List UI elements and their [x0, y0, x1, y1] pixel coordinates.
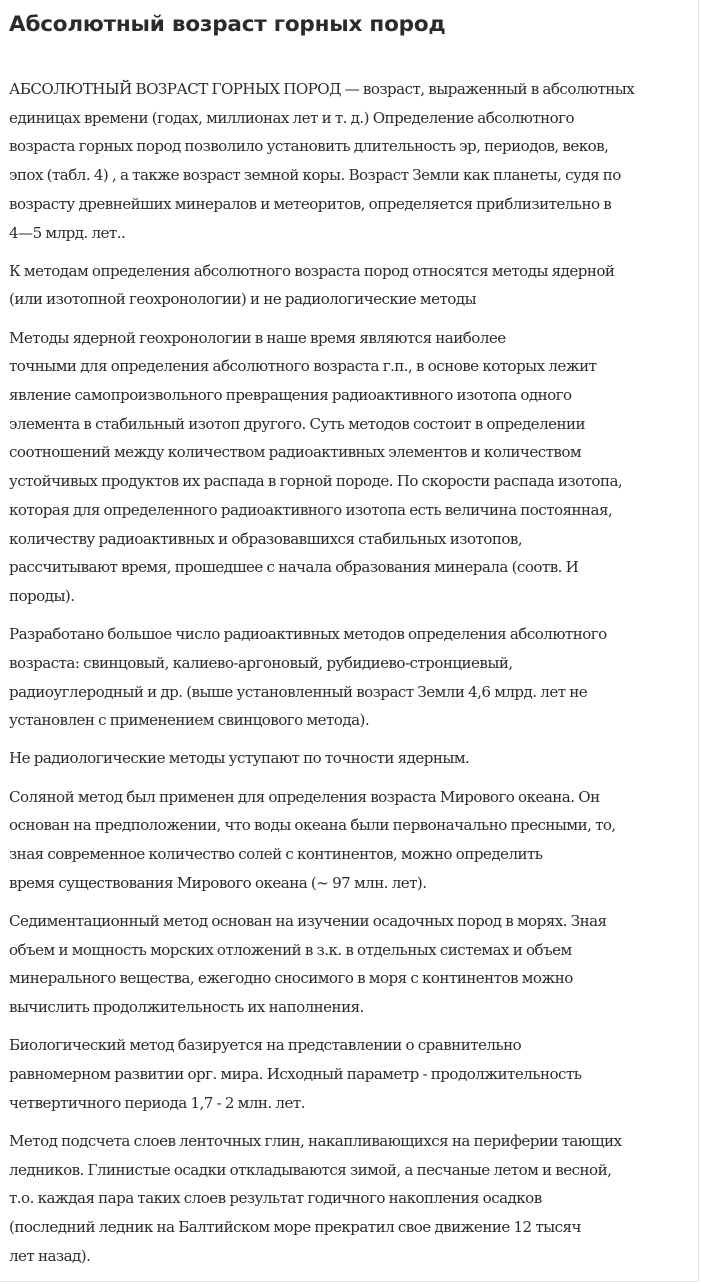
article-content — [9, 8, 693, 1280]
paragraph-biological-method: Биологический метод базируется на представлении о сравнительно равномерном развитии орг. мира. Исходный параметр - продолжительность четвертичного периода 1,7 - 2 млн. лет. — [9, 1036, 582, 1112]
paragraph-definition: АБСОЛЮТНЫЙ ВОЗРАСТ ГОРНЫХ ПОРОД — возраст, выраженный в абсолютных единицах времени (годах, миллионах лет и т. д.) Определение абсолютного возраста горных пород позволило установить длительность эр, периодов, веков, эпох (табл. 4) , а также возраст земной коры. Возраст Земли как планеты, судя по возрасту древнейших минералов и метеоритов, определяется приблизительно в 4—5 млрд. лет.. — [9, 80, 635, 242]
paragraph-sedimentation-method: Седиментационный метод основан на изучении осадочных пород в морях. Зная объем и мощность морских отложений в з.к. в отдельных системах и объем минерального вещества, ежегодно сносимого в моря с континентов можно вычислить продолжительность их наполнения. — [9, 911, 607, 1017]
paragraph-methods-overview: К методам определения абсолютного возраста пород относятся методы ядерной (или изотопной геохронологии) и не радиологические методы — [9, 261, 615, 309]
paragraph-non-radiological: Не радиологические методы уступают по точности ядерным. — [9, 749, 470, 768]
paragraph-nuclear-methods: Методы ядерной геохронологии в наше время являются наиболее точными для определения абсолютного возраста г.п., в основе которых лежит явление самопроизвольного превращения радиоактивного изотопа одного элемента в стабильный изотоп другого. Суть методов состоит в определении соотношений между количеством радиоактивных элементов и количеством устойчивых продуктов их распада в горной породе. По скорости распада изотопа, которая для определенного радиоактивного изотопа есть величина постоянная, количеству радиоактивных и образовавшихся стабильных изотопов, рассчитывают время, прошедшее с начала образования минерала (соотв. И породы). — [9, 328, 623, 605]
paragraph-radioactive-methods: Разработано большое число радиоактивных методов определения абсолютного возраста: свинцовый, калиево-аргоновый, рубидиево-стронциевый, радиоуглеродный и др. (выше установленный возраст Земли 4,6 млрд. лет не установлен с применением свинцового метода). — [9, 625, 607, 730]
paragraph-salt-method: Соляной метод был применен для определения возраста Мирового океана. Он основан на предположении, что воды океана были первоначально пресными, то, зная современное количество солей с континентов, можно определить время существования Мирового океана (~ 97 млн. лет). — [9, 787, 616, 892]
article-title: Абсолютный возраст горных пород — [9, 12, 446, 37]
paragraph-varve-method: Метод подсчета слоев ленточных глин, накапливающихся на периферии тающих ледников. Глинистые осадки откладываются зимой, а песчаные летом и весной, т.о. каждая пара таких слоев результат годичного накопления осадков (последний ледник на Балтийском море прекратил свое движение 12 тысяч лет назад). — [9, 1131, 622, 1265]
